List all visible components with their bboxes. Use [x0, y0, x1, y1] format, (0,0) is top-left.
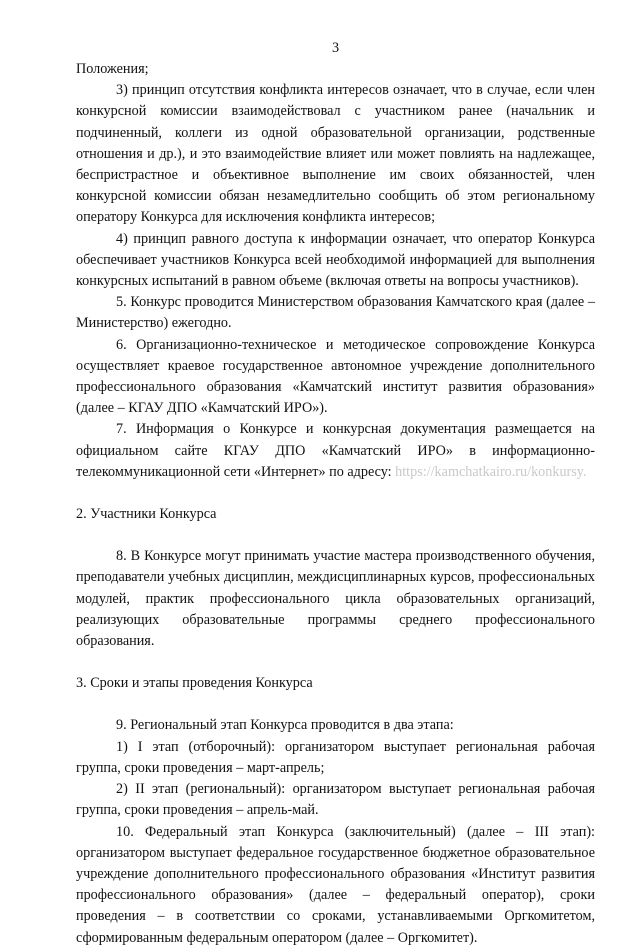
website-link[interactable]: https://kamchatkairo.ru/konkursy.	[395, 463, 587, 480]
paragraph-7	[76, 419, 595, 483]
paragraph-equal-access: 4) принцип равного доступа к информации означает, что оператор Конкурса обеспечивает участников Конкурса всей необходимой информацией для выполнения конкурсных испытаний в равном объеме (включая ответы на вопросы участников).	[76, 230, 595, 290]
page-number: 3	[331, 40, 340, 56]
paragraph-stage-1: 1) I этап (отборочный): организатором выступает региональная рабочая группа, сроки проведения – март-апрель;	[76, 738, 595, 776]
paragraph-7-text: 7. Информация о Конкурсе и конкурсная документация размещается на официальном сайте КГАУ ДПО «Камчатский ИРО» в информационно-телекоммуникационной сети «Интернет» по адресу:	[76, 421, 595, 480]
spacer	[76, 525, 595, 546]
paragraph-10: 10. Федеральный этап Конкурса (заключительный) (далее – III этап): организатором выступает федеральное государственное бюджетное образовательное учреждение дополнительного профессионального образования «Институт развития профессионального образования» (далее – федеральный оператор), сроки проведения – в соответствии со сроками, устанавливаемыми Оргкомитетом, сформированным федеральным оператором (далее – Оргкомитет).	[76, 823, 595, 946]
spacer	[76, 483, 595, 504]
spacer	[76, 694, 595, 715]
spacer	[76, 652, 595, 673]
document-body	[76, 59, 595, 949]
paragraph-polozheniya: Положения;	[76, 61, 149, 77]
section-heading-participants: 2. Участники Конкурса	[76, 506, 217, 523]
section-heading-stages: 3. Сроки и этапы проведения Конкурса	[76, 675, 313, 692]
paragraph-9: 9. Региональный этап Конкурса проводится в два этапа:	[116, 717, 454, 734]
paragraph-8: 8. В Конкурсе могут принимать участие мастера производственного обучения, преподаватели учебных дисциплин, междисциплинарных курсов, профессиональных модулей, практик профессионального цикла образовательных организаций, реализующих образовательные программы среднего профессионального образования.	[76, 548, 595, 650]
paragraph-conflict-of-interest: 3) принцип отсутствия конфликта интересов означает, что в случае, если член конкурсной комиссии взаимодействовал с участником ранее (начальник и подчиненный, коллеги из одной образовательной организации, родственные отношения и др.), и это взаимодействие влияет или может повлиять на надлежащее, беспристрастное и объективное выполнение им своих обязанностей, член конкурсной комиссии обязан незамедлительно сообщить об этом региональному оператору Конкурса для исключения конфликта интересов;	[76, 82, 595, 226]
paragraph-5: 5. Конкурс проводится Министерством образования Камчатского края (далее – Министерство) ежегодно.	[76, 294, 595, 332]
paragraph-stage-2: 2) II этап (региональный): организатором выступает региональная рабочая группа, сроки проведения – апрель-май.	[76, 781, 595, 819]
paragraph-6: 6. Организационно-техническое и методическое сопровождение Конкурса осуществляет краевое государственное автономное учреждение дополнительного профессионального образования «Камчатский институт развития образования» (далее – КГАУ ДПО «Камчатский ИРО»).	[76, 336, 595, 417]
